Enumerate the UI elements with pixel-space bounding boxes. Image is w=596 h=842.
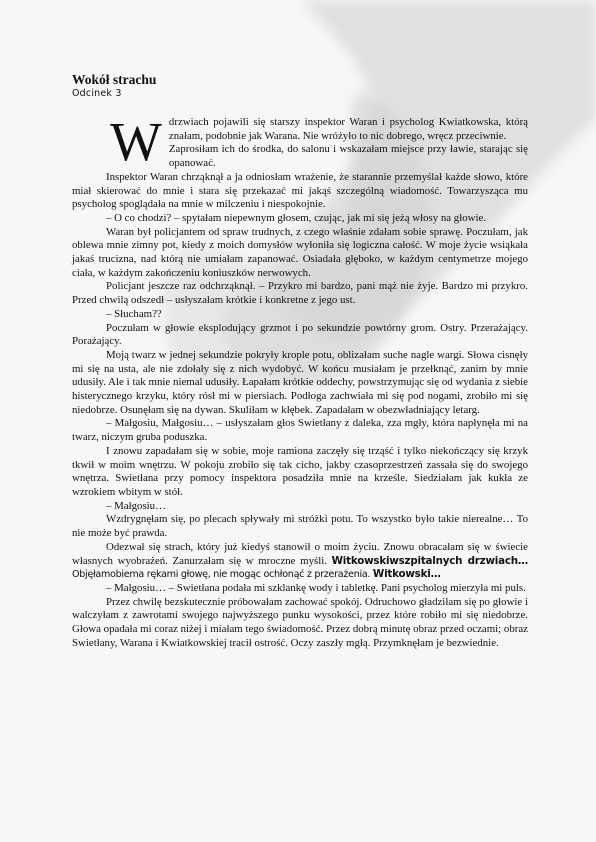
paragraph: – Słucham?? xyxy=(106,307,162,320)
episode-subtitle: Odcinek 3 xyxy=(72,88,122,99)
drop-cap: W xyxy=(110,111,162,172)
paragraph: I znowu zapadałam się w sobie, moje ramiona zaczęły się trząść i tylko niekończący się krzyk tkwił w moim wnętrzu. W pokoju zrobiło się tak cicho, jakby czasoprzestrzeń zassała się do swojego wnętrza. Swietłana przy pomocy inspektora posadziła mnie na krześle. Siedziałam jak kukła ze wzrokiem wbitym w stół. xyxy=(72,444,528,498)
paragraph: Wzdrygnęłam się, po plecach spływały mi stróżki potu. To wszystko było takie nierealne… To nie może być prawda. xyxy=(72,513,528,540)
document-page xyxy=(72,72,528,650)
paragraph: – Małgosiu… xyxy=(106,499,166,512)
paragraph: Poczułam w głowie eksplodujący grzmot i po sekundzie powtórny grom. Ostry. Przerażający. Porażający. xyxy=(72,321,528,348)
sans-text: Objęłamobiema rękami głowę, nie mogąc ochłonąć z przerażenia. xyxy=(72,569,371,581)
paragraph: Inspektor Waran chrząknął a ja odniosłam wrażenie, że starannie przemyślał każde słowo, które miał skierować do mnie i stara się przekazać mi jakąś szczególną wiadomość. Towarzysząca mu psycholog spoglądała na mnie w milczeniu i niespokojnie. xyxy=(72,170,528,211)
story-body xyxy=(72,111,529,650)
paragraph: – Małgosiu, Małgosiu… – usłyszałam głos Swietłany z daleka, zza mgły, która napłynęła mi na twarz, niczym gruba poduszka. xyxy=(72,417,528,444)
emphasis-text: Witkowski… xyxy=(372,568,441,581)
paragraph: Moją twarz w jednej sekundzie pokryły krople potu, oblizałam suche nagle wargi. Słowa cisnęły mi się na usta, ale nie zdołały się z nich wydobyć. W końcu musiałam je przełknąć, zanim by mnie udusiły. Ale i tak mnie niemal udusiły. Łapałam krótkie oddechy, powstrzymując się od wydania z siebie histerycznego krzyku, który rósł mi w piersiach. Podłoga zachwiała mi się pod nogami, zrobiło mi się niedobrze. Osunęłam się na dywan. Skuliłam w kłębek. Zapadałam w obezwładniający letarg. xyxy=(72,348,528,416)
emphasis-text: Witkowskiwszpitalnych drzwiach… xyxy=(331,554,529,567)
paragraph: Wdrzwiach pojawili się starszy inspektor Waran i psycholog Kwiatkowska, którą znałam, podobnie jak Warana. Nie wróżyło to nic dobrego, wręcz przeciwnie. xyxy=(110,111,528,172)
paragraph: – Małgosiu… – Swietłana podała mi szklankę wody i tabletkę. Pani psycholog mierzyła mi puls. xyxy=(106,581,526,594)
paragraph: Odezwał się strach, który już kiedyś stanowił o moim życiu. Znowu obracałam się w świecie własnych wyobrażeń. Zanurzałam się w mroczne myśli. Witkowskiwszpitalnych drzwiach…Objęłamobiema rękami głowę, nie mogąc ochłonąć z przerażenia. Witkowski… xyxy=(72,540,529,581)
paragraph: Waran był policjantem od spraw trudnych, z czego właśnie zdałam sobie sprawę. Poczułam, jak oblewa mnie zimny pot, kiedy z moich domysłów wyłoniła się logiczna całość. W moje życie wsiąkała jakaś trucizna, nad którą nie umiałam zapanować. Osiadała głęboko, w każdym centymetrze mojego ciała, w każdym zakończeniu koniuszków nerwowych. xyxy=(72,225,528,279)
paragraph: Przez chwilę bezskutecznie próbowałam zachować spokój. Odruchowo gładziłam się po głowie i walczyłam z zawrotami swojego najwyższego punku wysokości, przez które robiło mi się niedobrze. Głowa opadała mi coraz niżej i miałam tego świadomość. Przez dobrą minutę obraz przed oczami; obraz Swietłany, Warana i Kwiatkowskiej tracił ostrość. Oczy zaszły mgłą. Przymknęłam je bezwiednie. xyxy=(72,595,528,649)
paragraph: – O co chodzi? – spytałam niepewnym głosem, czując, jak mi się jeżą włosy na głowie. xyxy=(106,211,487,224)
story-title: Wokół strachu xyxy=(72,72,157,87)
paragraph: Zaprosiłam ich do środka, do salonu i wskazałam miejsce przy ławie, starając się opanować. xyxy=(168,143,528,170)
paragraph: Policjant jeszcze raz odchrząknął. – Przykro mi bardzo, pani mąż nie żyje. Bardzo mi przykro. Przed chwilą odszedł – usłyszałam krótkie i konkretne z jego ust. xyxy=(72,280,528,307)
